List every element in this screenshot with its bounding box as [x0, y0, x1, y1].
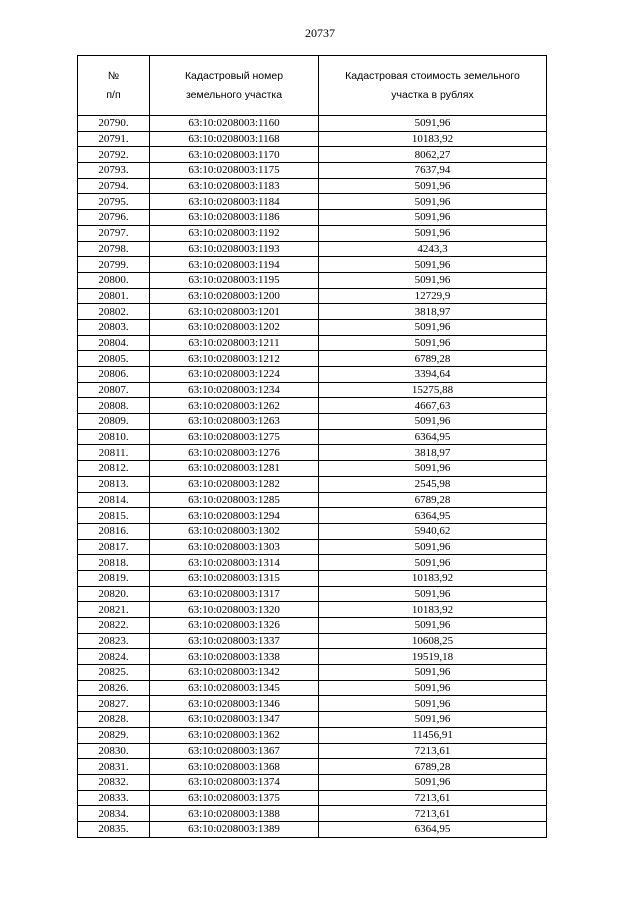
row-number-cell: 20795.: [78, 194, 150, 210]
cadastral-value-cell: 5091,96: [319, 335, 547, 351]
table-row: [78, 351, 547, 367]
cadastral-value-cell: 6789,28: [319, 351, 547, 367]
cadastral-number-cell: 63:10:0208003:1275: [150, 429, 319, 445]
cadastral-value-cell: 5091,96: [319, 618, 547, 634]
table-row: [78, 414, 547, 430]
cadastral-value-cell: 5091,96: [319, 319, 547, 335]
cadastral-value-cell: 5091,96: [319, 414, 547, 430]
row-number-cell: 20834.: [78, 806, 150, 822]
page-number: 20737: [305, 26, 335, 40]
cadastral-value-cell: 5091,96: [319, 680, 547, 696]
row-number-cell: 20803.: [78, 319, 150, 335]
cadastral-value-table: [77, 55, 547, 838]
row-number-cell: 20817.: [78, 539, 150, 555]
cadastral-value-cell: 5091,96: [319, 116, 547, 132]
header-cadastral-number: Кадастровый номер земельного участка: [150, 56, 319, 116]
row-number-cell: 20802.: [78, 304, 150, 320]
cadastral-value-cell: 5091,96: [319, 555, 547, 571]
row-number-cell: 20810.: [78, 429, 150, 445]
row-number-cell: 20829.: [78, 727, 150, 743]
cadastral-number-cell: 63:10:0208003:1320: [150, 602, 319, 618]
row-number-cell: 20830.: [78, 743, 150, 759]
row-number-cell: 20821.: [78, 602, 150, 618]
row-number-cell: 20827.: [78, 696, 150, 712]
cadastral-number-cell: 63:10:0208003:1186: [150, 210, 319, 226]
cadastral-number-cell: 63:10:0208003:1374: [150, 774, 319, 790]
table-row: [78, 821, 547, 837]
cadastral-number-cell: 63:10:0208003:1342: [150, 665, 319, 681]
row-number-cell: 20793.: [78, 163, 150, 179]
row-number-cell: 20835.: [78, 821, 150, 837]
table-row: [78, 367, 547, 383]
cadastral-value-cell: 4243,3: [319, 241, 547, 257]
table-row: [78, 555, 547, 571]
cadastral-number-cell: 63:10:0208003:1212: [150, 351, 319, 367]
cadastral-number-cell: 63:10:0208003:1346: [150, 696, 319, 712]
cadastral-value-cell: 19519,18: [319, 649, 547, 665]
table-row: [78, 806, 547, 822]
table-row: [78, 539, 547, 555]
cadastral-value-cell: 3394,64: [319, 367, 547, 383]
row-number-cell: 20799.: [78, 257, 150, 273]
row-number-cell: 20808.: [78, 398, 150, 414]
cadastral-number-cell: 63:10:0208003:1168: [150, 131, 319, 147]
cadastral-number-cell: 63:10:0208003:1303: [150, 539, 319, 555]
table-row: [78, 602, 547, 618]
cadastral-number-cell: 63:10:0208003:1367: [150, 743, 319, 759]
row-number-cell: 20828.: [78, 712, 150, 728]
cadastral-value-cell: 15275,88: [319, 382, 547, 398]
cadastral-value-cell: 6364,95: [319, 508, 547, 524]
table-row: [78, 210, 547, 226]
row-number-cell: 20818.: [78, 555, 150, 571]
cadastral-value-cell: 5091,96: [319, 178, 547, 194]
cadastral-number-cell: 63:10:0208003:1224: [150, 367, 319, 383]
cadastral-number-cell: 63:10:0208003:1285: [150, 492, 319, 508]
cadastral-number-cell: 63:10:0208003:1211: [150, 335, 319, 351]
table-row: [78, 335, 547, 351]
table-row: [78, 633, 547, 649]
table-row: [78, 759, 547, 775]
cadastral-value-cell: 5091,96: [319, 272, 547, 288]
cadastral-value-cell: 5091,96: [319, 194, 547, 210]
cadastral-number-cell: 63:10:0208003:1276: [150, 445, 319, 461]
table-row: [78, 680, 547, 696]
table-row: [78, 147, 547, 163]
cadastral-value-cell: 5091,96: [319, 225, 547, 241]
table-row: [78, 319, 547, 335]
cadastral-value-cell: 2545,98: [319, 476, 547, 492]
cadastral-number-cell: 63:10:0208003:1315: [150, 570, 319, 586]
table-row: [78, 116, 547, 132]
cadastral-value-cell: 5091,96: [319, 586, 547, 602]
cadastral-number-cell: 63:10:0208003:1375: [150, 790, 319, 806]
table-row: [78, 382, 547, 398]
table-row: [78, 570, 547, 586]
cadastral-value-cell: 5091,96: [319, 712, 547, 728]
row-number-cell: 20796.: [78, 210, 150, 226]
header-row-number: № п/п: [78, 56, 150, 116]
cadastral-value-cell: 3818,97: [319, 304, 547, 320]
cadastral-number-cell: 63:10:0208003:1368: [150, 759, 319, 775]
table-row: [78, 586, 547, 602]
cadastral-number-cell: 63:10:0208003:1326: [150, 618, 319, 634]
row-number-cell: 20833.: [78, 790, 150, 806]
table-body: [78, 116, 547, 838]
table-row: [78, 743, 547, 759]
row-number-cell: 20823.: [78, 633, 150, 649]
row-number-cell: 20794.: [78, 178, 150, 194]
cadastral-number-cell: 63:10:0208003:1202: [150, 319, 319, 335]
table-row: [78, 272, 547, 288]
table-row: [78, 523, 547, 539]
cadastral-value-cell: 6789,28: [319, 492, 547, 508]
row-number-cell: 20814.: [78, 492, 150, 508]
cadastral-number-cell: 63:10:0208003:1337: [150, 633, 319, 649]
table-row: [78, 257, 547, 273]
table-row: [78, 445, 547, 461]
cadastral-value-cell: 5091,96: [319, 696, 547, 712]
table-row: [78, 178, 547, 194]
header-row: [78, 56, 547, 116]
row-number-cell: 20819.: [78, 570, 150, 586]
row-number-cell: 20791.: [78, 131, 150, 147]
table-row: [78, 304, 547, 320]
row-number-cell: 20792.: [78, 147, 150, 163]
table-row: [78, 461, 547, 477]
cadastral-number-cell: 63:10:0208003:1201: [150, 304, 319, 320]
cadastral-value-cell: 5940,62: [319, 523, 547, 539]
cadastral-number-cell: 63:10:0208003:1345: [150, 680, 319, 696]
cadastral-number-cell: 63:10:0208003:1175: [150, 163, 319, 179]
cadastral-number-cell: 63:10:0208003:1192: [150, 225, 319, 241]
row-number-cell: 20816.: [78, 523, 150, 539]
cadastral-number-cell: 63:10:0208003:1195: [150, 272, 319, 288]
row-number-cell: 20798.: [78, 241, 150, 257]
row-number-cell: 20790.: [78, 116, 150, 132]
cadastral-number-cell: 63:10:0208003:1194: [150, 257, 319, 273]
table-row: [78, 241, 547, 257]
row-number-cell: 20813.: [78, 476, 150, 492]
cadastral-value-cell: 7637,94: [319, 163, 547, 179]
table-row: [78, 429, 547, 445]
cadastral-value-cell: 5091,96: [319, 210, 547, 226]
table-row: [78, 727, 547, 743]
table-row: [78, 194, 547, 210]
cadastral-number-cell: 63:10:0208003:1234: [150, 382, 319, 398]
table-header: [78, 56, 547, 116]
cadastral-number-cell: 63:10:0208003:1262: [150, 398, 319, 414]
table-row: [78, 790, 547, 806]
cadastral-number-cell: 63:10:0208003:1302: [150, 523, 319, 539]
table-row: [78, 774, 547, 790]
table-row: [78, 712, 547, 728]
cadastral-number-cell: 63:10:0208003:1317: [150, 586, 319, 602]
cadastral-number-cell: 63:10:0208003:1183: [150, 178, 319, 194]
cadastral-number-cell: 63:10:0208003:1281: [150, 461, 319, 477]
cadastral-number-cell: 63:10:0208003:1338: [150, 649, 319, 665]
cadastral-value-cell: 6789,28: [319, 759, 547, 775]
cadastral-number-cell: 63:10:0208003:1294: [150, 508, 319, 524]
table-row: [78, 163, 547, 179]
cadastral-value-cell: 7213,61: [319, 743, 547, 759]
table-row: [78, 618, 547, 634]
cadastral-value-cell: 4667,63: [319, 398, 547, 414]
table-row: [78, 696, 547, 712]
cadastral-value-cell: 3818,97: [319, 445, 547, 461]
cadastral-value-cell: 6364,95: [319, 821, 547, 837]
cadastral-value-cell: 11456,91: [319, 727, 547, 743]
table-row: [78, 665, 547, 681]
cadastral-value-cell: 10183,92: [319, 602, 547, 618]
cadastral-number-cell: 63:10:0208003:1160: [150, 116, 319, 132]
row-number-cell: 20806.: [78, 367, 150, 383]
table-row: [78, 398, 547, 414]
row-number-cell: 20807.: [78, 382, 150, 398]
table-row: [78, 225, 547, 241]
row-number-cell: 20804.: [78, 335, 150, 351]
cadastral-value-cell: 10183,92: [319, 131, 547, 147]
cadastral-number-cell: 63:10:0208003:1184: [150, 194, 319, 210]
cadastral-value-cell: 6364,95: [319, 429, 547, 445]
table-row: [78, 288, 547, 304]
cadastral-value-cell: 5091,96: [319, 774, 547, 790]
row-number-cell: 20800.: [78, 272, 150, 288]
row-number-cell: 20815.: [78, 508, 150, 524]
cadastral-number-cell: 63:10:0208003:1388: [150, 806, 319, 822]
row-number-cell: 20797.: [78, 225, 150, 241]
table-row: [78, 649, 547, 665]
cadastral-number-cell: 63:10:0208003:1347: [150, 712, 319, 728]
cadastral-number-cell: 63:10:0208003:1314: [150, 555, 319, 571]
cadastral-value-cell: 10183,92: [319, 570, 547, 586]
cadastral-number-cell: 63:10:0208003:1263: [150, 414, 319, 430]
cadastral-number-cell: 63:10:0208003:1389: [150, 821, 319, 837]
cadastral-value-cell: 10608,25: [319, 633, 547, 649]
cadastral-number-cell: 63:10:0208003:1362: [150, 727, 319, 743]
cadastral-value-cell: 8062,27: [319, 147, 547, 163]
cadastral-value-cell: 5091,96: [319, 539, 547, 555]
row-number-cell: 20824.: [78, 649, 150, 665]
cadastral-value-cell: 7213,61: [319, 790, 547, 806]
row-number-cell: 20809.: [78, 414, 150, 430]
cadastral-value-cell: 5091,96: [319, 665, 547, 681]
header-cadastral-value: Кадастровая стоимость земельного участка в рублях: [319, 56, 547, 116]
cadastral-number-cell: 63:10:0208003:1193: [150, 241, 319, 257]
cadastral-value-cell: 5091,96: [319, 257, 547, 273]
table-row: [78, 508, 547, 524]
row-number-cell: 20822.: [78, 618, 150, 634]
row-number-cell: 20811.: [78, 445, 150, 461]
row-number-cell: 20826.: [78, 680, 150, 696]
cadastral-number-cell: 63:10:0208003:1200: [150, 288, 319, 304]
row-number-cell: 20831.: [78, 759, 150, 775]
row-number-cell: 20801.: [78, 288, 150, 304]
cadastral-number-cell: 63:10:0208003:1282: [150, 476, 319, 492]
table-row: [78, 492, 547, 508]
row-number-cell: 20832.: [78, 774, 150, 790]
row-number-cell: 20812.: [78, 461, 150, 477]
cadastral-value-cell: 12729,9: [319, 288, 547, 304]
table-row: [78, 131, 547, 147]
row-number-cell: 20805.: [78, 351, 150, 367]
row-number-cell: 20825.: [78, 665, 150, 681]
cadastral-value-cell: 7213,61: [319, 806, 547, 822]
cadastral-value-cell: 5091,96: [319, 461, 547, 477]
row-number-cell: 20820.: [78, 586, 150, 602]
cadastral-number-cell: 63:10:0208003:1170: [150, 147, 319, 163]
table-row: [78, 476, 547, 492]
